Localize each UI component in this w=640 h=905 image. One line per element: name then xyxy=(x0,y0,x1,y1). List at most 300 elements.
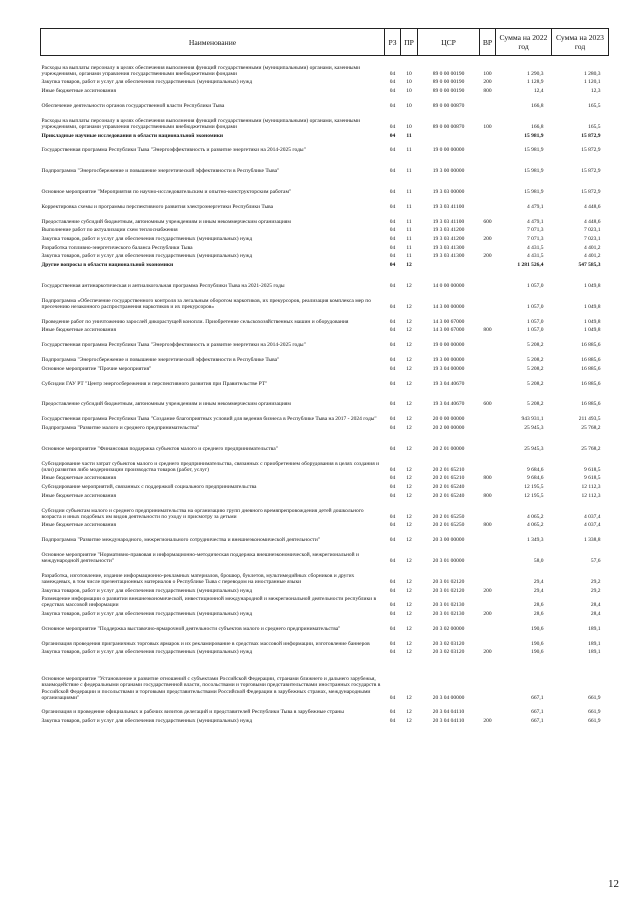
row-name: Основное мероприятие "Установление и развитие отношений с субъектами Российской Федерации, странами ближнего и дальнего зарубежья, взаимодействие с федеральными органами государственной власти, посольствами и торговыми представительствами иностранных государств в Российской Федерации и посольствами и торговыми представительствами Российской Федерации в зарубежных странах, международными организациями" xyxy=(41,676,381,701)
row-csr: 20 3 04 04110 xyxy=(432,709,465,716)
row-sum-2023: 15 872,9 xyxy=(581,168,601,175)
row-sum-2023: 12 112,3 xyxy=(581,492,601,499)
row-sum-2022: 9 684,6 xyxy=(527,475,544,482)
row-rz: 04 xyxy=(389,578,396,585)
row-sum-2023: 547 585,3 xyxy=(578,262,601,269)
header-vr: ВР xyxy=(480,29,496,56)
row-name: Государственная программа Республики Тыва "Энергоэффективность и развитие энергетики на 2014-2025 годы" xyxy=(41,342,306,349)
row-rz: 04 xyxy=(389,602,396,609)
row-vr xyxy=(480,528,496,543)
row-vr: 600 xyxy=(483,401,492,408)
budget-table xyxy=(40,28,609,724)
row-vr: 200 xyxy=(483,236,492,243)
row-rz: 04 xyxy=(389,283,396,290)
row-pr: 11 xyxy=(406,253,412,260)
row-csr: 89 0 00 00190 xyxy=(432,88,465,95)
row-sum-2022: 4 065,2 xyxy=(527,513,544,520)
row-sum-2023: 25 768,2 xyxy=(581,424,601,431)
row-sum-2022: 1 290,3 xyxy=(527,70,544,77)
row-sum-2022: 28,6 xyxy=(533,602,544,609)
row-sum-2022: 190,6 xyxy=(531,649,544,656)
table-row xyxy=(41,153,609,174)
row-csr: 20 3 04 04110 xyxy=(432,718,465,725)
table-row xyxy=(41,617,609,632)
row-sum-2023: 1 049,8 xyxy=(584,327,601,334)
row-csr: 20 3 02 03120 xyxy=(432,649,465,656)
row-vr xyxy=(480,94,496,109)
table-row xyxy=(41,564,609,585)
row-pr: 12 xyxy=(406,283,412,290)
row-csr: 20 3 04 00000 xyxy=(432,694,465,701)
row-pr: 12 xyxy=(406,318,412,325)
row-vr xyxy=(480,289,496,310)
row-sum-2023: 1 280,3 xyxy=(584,70,601,77)
row-sum-2022: 28,6 xyxy=(533,611,544,618)
table-row xyxy=(41,334,609,349)
row-sum-2023: 9 618,5 xyxy=(584,466,601,473)
row-vr xyxy=(480,481,496,490)
row-sum-2023: 211 493,5 xyxy=(578,416,601,423)
table-row xyxy=(41,594,609,609)
table-row xyxy=(41,407,609,422)
row-csr: 20 3 01 02130 xyxy=(432,602,465,609)
row-vr: 200 xyxy=(483,649,492,656)
row-name: Основное мероприятие "Мероприятия по научно-исследовательским и опытно-конструкторским работам" xyxy=(41,189,292,196)
row-pr: 12 xyxy=(406,401,412,408)
row-rz: 04 xyxy=(389,718,396,725)
row-sum-2023: 15 872,9 xyxy=(581,132,601,139)
row-name: Иные бюджетные ассигнования xyxy=(41,522,116,529)
row-vr: 200 xyxy=(483,718,492,725)
row-rz: 04 xyxy=(389,401,396,408)
table-row xyxy=(41,94,609,109)
row-csr: 14 3 00 67000 xyxy=(432,318,465,325)
row-csr: 20 2 01 65250 xyxy=(432,513,465,520)
row-pr: 12 xyxy=(406,709,412,716)
row-rz: 04 xyxy=(389,445,396,452)
row-vr: 800 xyxy=(483,327,492,334)
row-vr xyxy=(480,334,496,349)
row-name: Разработка, изготовление, издание информационно-рекламных материалов, брошюр, буклетов, мультимедийных сборников и других замеждевых, в том числе презентационных материалов о Республике Тыва с переводом на иностранные языки xyxy=(41,572,355,585)
row-csr: 20 2 01 65240 xyxy=(432,492,465,499)
row-pr: 12 xyxy=(406,522,412,529)
row-sum-2023: 7 023,1 xyxy=(584,236,601,243)
row-rz: 04 xyxy=(389,466,396,473)
row-sum-2023: 16 885,6 xyxy=(581,365,601,372)
row-rz: 04 xyxy=(389,227,396,234)
row-vr: 200 xyxy=(483,79,492,86)
row-pr: 10 xyxy=(406,70,412,77)
row-rz: 04 xyxy=(389,424,396,431)
row-csr: 19 3 04 40670 xyxy=(432,401,465,408)
row-vr xyxy=(480,310,496,325)
table-row xyxy=(41,260,609,269)
row-name: Закупка товаров, работ и услуг для обеспечения государственных (муниципальных) нужд xyxy=(41,79,253,86)
row-sum-2022: 190,6 xyxy=(531,625,544,632)
row-name: Размещение информации о развитии внешнеэкономической, инвестиционной международной и межрегиональной деятельности республики в средствах массовой информации xyxy=(41,596,377,609)
row-sum-2023: 28,4 xyxy=(590,602,601,609)
table-body xyxy=(41,56,609,725)
row-sum-2023: 4 401,2 xyxy=(584,244,601,251)
header-sum-2023: Сумма на 2023 год xyxy=(552,29,609,56)
row-pr: 12 xyxy=(406,357,412,364)
table-row xyxy=(41,490,609,499)
row-rz: 04 xyxy=(389,357,396,364)
row-sum-2023: 189,1 xyxy=(588,640,601,647)
row-name: Другие вопросы в области национальной экономики xyxy=(41,262,174,269)
table-row xyxy=(41,225,609,234)
row-pr: 12 xyxy=(406,327,412,334)
row-csr: 20 3 01 02130 xyxy=(432,611,465,618)
row-sum-2023: 189,1 xyxy=(588,625,601,632)
row-csr: 19 3 03 41200 xyxy=(432,227,465,234)
row-name: Иные бюджетные ассигнования xyxy=(41,492,116,499)
row-sum-2023: 4 448,6 xyxy=(584,203,601,210)
row-rz: 04 xyxy=(389,492,396,499)
row-sum-2023: 1 120,1 xyxy=(584,79,601,86)
row-vr: 800 xyxy=(483,475,492,482)
row-rz: 04 xyxy=(389,484,396,491)
row-csr: 14 3 00 67000 xyxy=(432,327,465,334)
row-name: Субсидии ГАУ РТ "Центр энергосбережения и перспективного развития при Правительстве РТ" xyxy=(41,380,268,387)
row-name: Закупка товаров, работ и услуг для обеспечения государственных (муниципальных) нужд xyxy=(41,611,253,618)
row-vr xyxy=(480,225,496,234)
row-sum-2022: 667,1 xyxy=(531,709,544,716)
table-row xyxy=(41,210,609,225)
row-csr: 20 3 01 00000 xyxy=(432,557,465,564)
row-rz: 04 xyxy=(389,640,396,647)
table-row xyxy=(41,452,609,473)
row-pr: 11 xyxy=(406,218,412,225)
table-header xyxy=(41,29,609,56)
table-row xyxy=(41,422,609,431)
row-vr xyxy=(480,195,496,210)
table-row xyxy=(41,585,609,594)
row-sum-2022: 166,8 xyxy=(531,102,544,109)
row-rz: 04 xyxy=(389,79,396,86)
row-name: Организация проведения приграничных торговых ярмарок и их рекламирование в средствах массовой информации, изготовление баннеров xyxy=(41,640,370,647)
row-sum-2022: 1 057,0 xyxy=(527,283,544,290)
row-vr xyxy=(480,372,496,387)
row-pr: 12 xyxy=(406,557,412,564)
row-pr: 12 xyxy=(406,484,412,491)
row-sum-2023: 28,4 xyxy=(590,611,601,618)
row-rz: 04 xyxy=(389,587,396,594)
row-csr: 14 3 00 00000 xyxy=(432,303,465,310)
table-row xyxy=(41,174,609,195)
row-name: Разработка топливно-энергетического баланса Республики Тыва xyxy=(41,244,193,251)
budget-table-sheet xyxy=(40,28,608,724)
row-csr: 20 3 01 02120 xyxy=(432,587,465,594)
row-vr: 100 xyxy=(483,123,492,130)
row-sum-2022: 1 281 526,4 xyxy=(517,262,544,269)
row-sum-2022: 667,1 xyxy=(531,718,544,725)
row-sum-2023: 15 872,9 xyxy=(581,189,601,196)
row-name: Прикладные научные исследования в области национальной экономики xyxy=(41,132,224,139)
row-rz: 04 xyxy=(389,327,396,334)
row-sum-2022: 4 431,5 xyxy=(527,244,544,251)
table-row xyxy=(41,234,609,243)
table-row xyxy=(41,632,609,647)
row-vr xyxy=(480,130,496,139)
row-sum-2023: 661,9 xyxy=(588,718,601,725)
row-sum-2022: 4 431,5 xyxy=(527,253,544,260)
row-rz: 04 xyxy=(389,649,396,656)
table-row xyxy=(41,56,609,77)
row-csr: 20 2 01 65240 xyxy=(432,484,465,491)
table-row xyxy=(41,481,609,490)
row-rz: 04 xyxy=(389,342,396,349)
header-csr: ЦСР xyxy=(418,29,480,56)
row-pr: 12 xyxy=(406,602,412,609)
row-rz: 04 xyxy=(389,318,396,325)
header-rz: РЗ xyxy=(385,29,401,56)
row-sum-2022: 58,0 xyxy=(533,557,544,564)
row-sum-2022: 12,4 xyxy=(533,88,544,95)
row-csr: 19 3 00 00000 xyxy=(432,168,465,175)
table-row xyxy=(41,543,609,564)
row-pr: 11 xyxy=(406,203,412,210)
row-vr xyxy=(480,260,496,269)
row-sum-2022: 943 931,1 xyxy=(521,416,544,423)
row-name: Предоставление субсидий бюджетным, автономным учреждениям и иным некоммерческим организациям xyxy=(41,401,291,408)
row-sum-2022: 25 945,3 xyxy=(524,424,544,431)
row-rz: 04 xyxy=(389,694,396,701)
row-name: Иные бюджетные ассигнования xyxy=(41,327,116,334)
row-rz: 04 xyxy=(389,203,396,210)
row-rz: 04 xyxy=(389,625,396,632)
row-vr: 800 xyxy=(483,522,492,529)
row-vr xyxy=(480,701,496,716)
row-pr: 12 xyxy=(406,649,412,656)
row-sum-2023: 661,9 xyxy=(588,709,601,716)
row-pr: 10 xyxy=(406,123,412,130)
row-sum-2022: 190,6 xyxy=(531,640,544,647)
row-pr: 11 xyxy=(406,189,412,196)
row-name: Государственная антинаркотическая и антиалкогольная программа Республики Тыва на 2021-2025 годы xyxy=(41,283,285,290)
table-row xyxy=(41,109,609,130)
row-pr: 12 xyxy=(406,537,412,544)
row-name: Основное мероприятие "Финансовая поддержка субъектов малого и среднего предпринимательства" xyxy=(41,445,278,452)
table-row xyxy=(41,86,609,95)
row-vr xyxy=(480,452,496,473)
row-sum-2022: 5 208,2 xyxy=(527,357,544,364)
row-vr xyxy=(480,407,496,422)
row-csr: 20 2 01 65210 xyxy=(432,475,465,482)
row-sum-2023: 16 885,6 xyxy=(581,401,601,408)
row-sum-2023: 12,3 xyxy=(590,88,601,95)
row-sum-2023: 16 885,6 xyxy=(581,380,601,387)
row-sum-2022: 7 071,3 xyxy=(527,236,544,243)
row-rz: 04 xyxy=(389,218,396,225)
row-name: Расходы на выплаты персоналу в целях обеспечения выполнения функций государственными (муниципальными) органами, казенными учреждениями, органами управления государственными внебюджетными фондами xyxy=(41,117,361,130)
table-row xyxy=(41,242,609,251)
row-sum-2023: 189,1 xyxy=(588,649,601,656)
table-row xyxy=(41,431,609,452)
row-name: Выполнение работ по актуализации схем теплоснабжения xyxy=(41,227,178,234)
row-csr: 14 0 00 00000 xyxy=(432,283,465,290)
row-name: Субсидии субъектам малого и среднего предпринимательства на организацию групп дневного времяпрепровождения детей дошкольного возраста и иных подобных им видов деятельности по уходу и присмотру за детьми xyxy=(41,507,364,520)
table-row xyxy=(41,716,609,725)
row-name: Основное мероприятие "Поддержка выставочно-ярмарочной деятельности субъектов малого и среднего предпринимательства" xyxy=(41,625,341,632)
table-row xyxy=(41,647,609,656)
row-vr: 100 xyxy=(483,70,492,77)
row-csr: 19 3 04 00000 xyxy=(432,365,465,372)
row-sum-2022: 1 057,0 xyxy=(527,327,544,334)
row-name: Подпрограмма "Развитие международного, межрегионального сотрудничества и внешнеэкономической деятельности" xyxy=(41,537,321,544)
row-csr: 89 0 00 00190 xyxy=(432,70,465,77)
row-name: Закупка товаров, работ и услуг для обеспечения государственных (муниципальных) нужд xyxy=(41,718,253,725)
row-csr: 20 3 02 00000 xyxy=(432,625,465,632)
row-vr xyxy=(480,655,496,700)
row-csr: 19 0 00 00000 xyxy=(432,147,465,154)
page-number: 12 xyxy=(608,878,619,890)
row-vr xyxy=(480,242,496,251)
row-name: Иные бюджетные ассигнования xyxy=(41,475,116,482)
row-vr xyxy=(480,153,496,174)
row-name: Расходы на выплаты персоналу в целях обеспечения выполнения функций государственными (муниципальными) органами, казенными учреждениями, органами управления государственными внебюджетными фондами xyxy=(41,64,361,77)
row-pr: 12 xyxy=(406,365,412,372)
row-csr xyxy=(418,130,480,139)
row-pr: 12 xyxy=(406,342,412,349)
row-sum-2023: 57,6 xyxy=(590,557,601,564)
row-pr: 11 xyxy=(406,244,412,251)
row-vr: 200 xyxy=(483,611,492,618)
row-vr xyxy=(480,422,496,431)
row-rz: 04 xyxy=(389,365,396,372)
row-pr: 12 xyxy=(406,492,412,499)
row-rz: 04 xyxy=(389,244,396,251)
row-rz: 04 xyxy=(389,557,396,564)
row-rz: 04 xyxy=(389,147,396,154)
row-sum-2023: 1 049,8 xyxy=(584,283,601,290)
row-vr xyxy=(480,594,496,609)
table-row xyxy=(41,499,609,520)
row-sum-2023: 4 448,6 xyxy=(584,218,601,225)
row-pr: 12 xyxy=(406,718,412,725)
row-pr: 12 xyxy=(406,303,412,310)
row-sum-2022: 1 128,9 xyxy=(527,79,544,86)
table-row xyxy=(41,251,609,260)
row-vr: 200 xyxy=(483,587,492,594)
header-sum-2022: Сумма на 2022 год xyxy=(496,29,552,56)
row-sum-2022: 12 195,5 xyxy=(524,492,544,499)
row-rz: 04 xyxy=(389,70,396,77)
row-rz: 04 xyxy=(389,236,396,243)
row-pr: 12 xyxy=(406,466,412,473)
row-sum-2022: 9 684,6 xyxy=(527,466,544,473)
row-pr: 12 xyxy=(406,513,412,520)
row-sum-2023: 29,2 xyxy=(590,587,601,594)
row-sum-2023: 15 872,9 xyxy=(581,147,601,154)
row-sum-2022: 7 071,3 xyxy=(527,227,544,234)
row-rz: 04 xyxy=(389,611,396,618)
row-pr: 12 xyxy=(406,424,412,431)
row-name: Подпрограмма "Энергосбережение и повышение энергетической эффективности в Республике Тыва" xyxy=(41,168,280,175)
row-vr xyxy=(480,348,496,363)
row-pr: 12 xyxy=(406,416,412,423)
row-name: Субсидирование части затрат субъектов малого и среднего предпринимательства, связанных с приобретением оборудования в целях создания и (или) развития либо модернизации производства товаров (работ, услуг) xyxy=(41,460,380,473)
row-rz: 04 xyxy=(389,262,396,269)
row-csr xyxy=(418,260,480,269)
row-sum-2022: 15 981,9 xyxy=(524,189,544,196)
row-rz: 04 xyxy=(389,132,396,139)
table-row xyxy=(41,473,609,482)
row-sum-2022: 667,1 xyxy=(531,694,544,701)
row-rz: 04 xyxy=(389,102,396,109)
row-rz: 04 xyxy=(389,88,396,95)
row-vr xyxy=(480,363,496,372)
row-pr: 11 xyxy=(406,227,412,234)
row-name: Подпрограмма "Энергосбережение и повышение энергетической эффективности в Республике Тыва" xyxy=(41,357,280,364)
row-pr: 12 xyxy=(406,625,412,632)
row-sum-2022: 29,4 xyxy=(533,587,544,594)
row-sum-2023: 9 618,5 xyxy=(584,475,601,482)
row-csr: 19 3 03 41100 xyxy=(432,218,465,225)
table-row xyxy=(41,608,609,617)
row-sum-2022: 15 981,9 xyxy=(524,147,544,154)
row-sum-2022: 12 195,5 xyxy=(524,484,544,491)
row-csr: 19 3 03 00000 xyxy=(432,189,465,196)
row-sum-2022: 5 208,2 xyxy=(527,380,544,387)
row-sum-2022: 15 981,9 xyxy=(524,168,544,175)
row-sum-2022: 5 208,2 xyxy=(527,365,544,372)
row-vr xyxy=(480,632,496,647)
row-sum-2022: 4 479,1 xyxy=(527,203,544,210)
row-vr xyxy=(480,499,496,520)
row-rz: 04 xyxy=(389,303,396,310)
row-vr xyxy=(480,174,496,195)
row-sum-2022: 5 208,2 xyxy=(527,401,544,408)
row-sum-2023: 25 768,2 xyxy=(581,445,601,452)
row-pr: 12 xyxy=(406,694,412,701)
row-rz: 04 xyxy=(389,416,396,423)
row-vr: 200 xyxy=(483,253,492,260)
table-row xyxy=(41,348,609,363)
row-pr: 12 xyxy=(406,380,412,387)
row-pr: 10 xyxy=(406,88,412,95)
table-row xyxy=(41,387,609,408)
row-sum-2022: 1 057,0 xyxy=(527,303,544,310)
row-pr: 12 xyxy=(406,578,412,585)
row-name: Предоставление субсидий бюджетным, автономным учреждениям и иным некоммерческим организациям xyxy=(41,218,291,225)
row-name: Организация и проведение официальных и рабочих визитов делегаций и представителей Республики Тыва в зарубежные страны xyxy=(41,709,344,716)
row-sum-2023: 12 112,3 xyxy=(581,484,601,491)
row-sum-2023: 1 338,8 xyxy=(584,537,601,544)
row-csr: 20 3 01 02120 xyxy=(432,578,465,585)
row-csr: 19 3 00 00000 xyxy=(432,357,465,364)
row-vr xyxy=(480,139,496,154)
row-csr: 89 0 00 00190 xyxy=(432,79,465,86)
row-sum-2023: 165,5 xyxy=(588,102,601,109)
row-sum-2023: 29,2 xyxy=(590,578,601,585)
table-row xyxy=(41,655,609,700)
row-vr xyxy=(480,564,496,585)
row-csr: 20 0 00 00000 xyxy=(432,416,465,423)
row-csr: 20 2 01 65250 xyxy=(432,522,465,529)
row-name: Подпрограмма "Развитие малого и среднего предпринимательства" xyxy=(41,424,200,431)
row-csr: 19 3 03 41300 xyxy=(432,244,465,251)
row-pr: 12 xyxy=(406,611,412,618)
row-pr: 12 xyxy=(406,587,412,594)
row-vr xyxy=(480,617,496,632)
row-vr xyxy=(480,268,496,289)
table-row xyxy=(41,372,609,387)
row-sum-2023: 4 037,4 xyxy=(584,522,601,529)
row-rz: 04 xyxy=(389,513,396,520)
table-row xyxy=(41,139,609,154)
row-csr: 19 3 03 41200 xyxy=(432,236,465,243)
